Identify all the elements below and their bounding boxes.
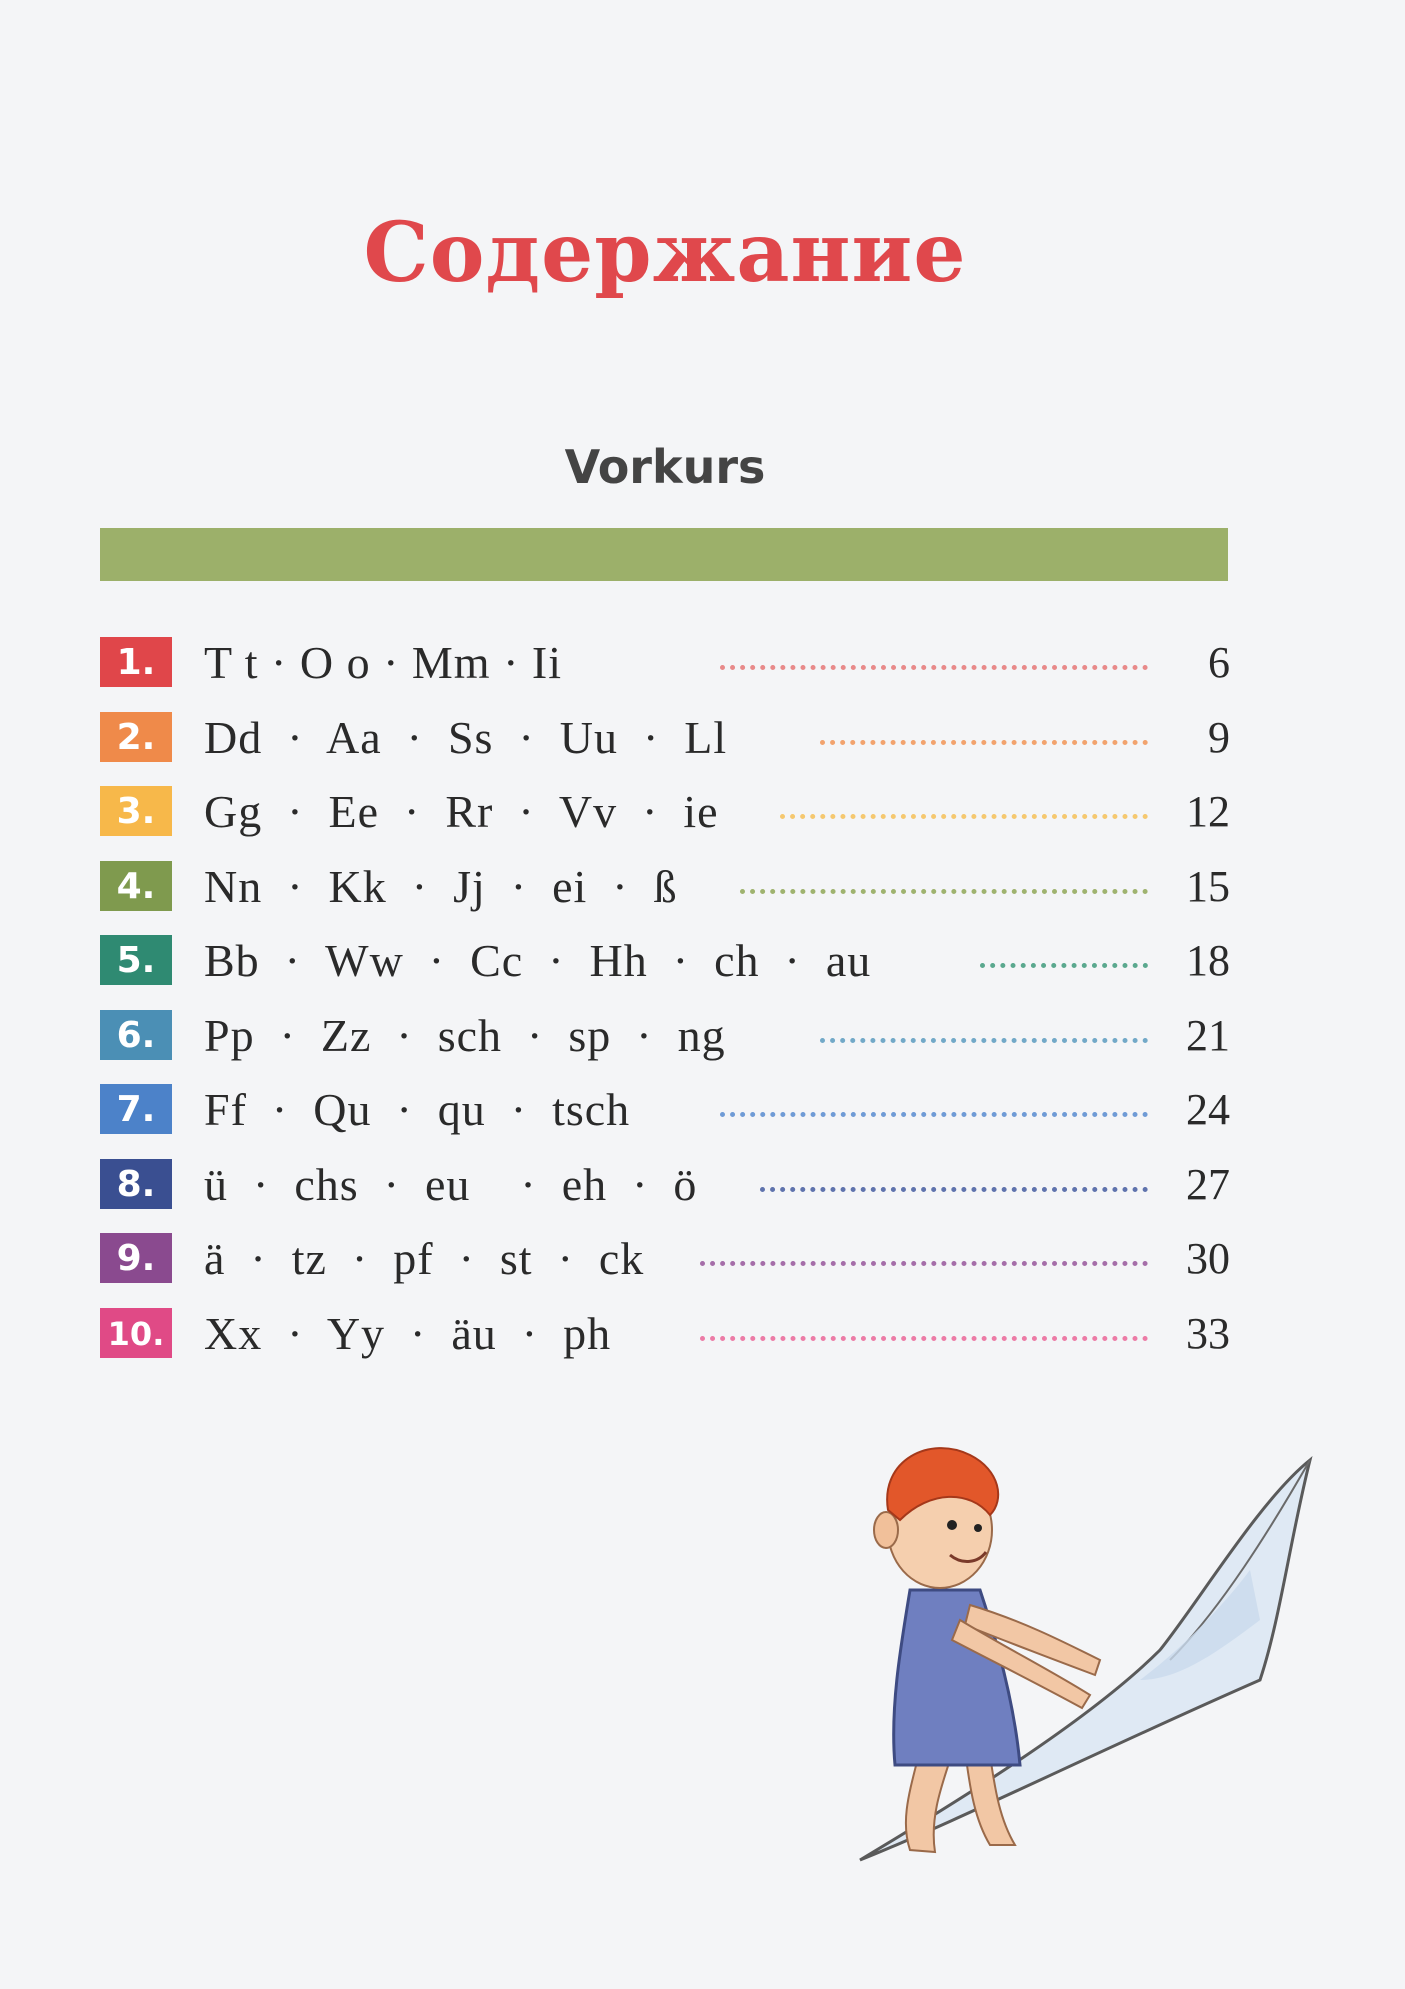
toc-page-number: 30 bbox=[1186, 1234, 1230, 1283]
toc-number: 3. bbox=[100, 786, 172, 836]
toc-text: Nn · Kk · Jj · ei · ß bbox=[204, 861, 678, 912]
toc-leader-dots bbox=[720, 1112, 1148, 1117]
toc-number: 9. bbox=[100, 1233, 172, 1283]
toc-text: Pp · Zz · sch · sp · ng bbox=[204, 1010, 726, 1061]
toc-page-number: 9 bbox=[1208, 713, 1230, 762]
toc-row[interactable] bbox=[100, 1008, 1230, 1068]
toc-row[interactable] bbox=[100, 1306, 1230, 1366]
toc-number: 1. bbox=[100, 637, 172, 687]
toc-number: 2. bbox=[100, 712, 172, 762]
toc-page-number: 33 bbox=[1186, 1309, 1230, 1358]
toc-page-number: 27 bbox=[1186, 1160, 1230, 1209]
toc-number: 5. bbox=[100, 935, 172, 985]
toc-row[interactable] bbox=[100, 933, 1230, 993]
toc-page-number: 12 bbox=[1186, 787, 1230, 836]
toc-text: Xx · Yy · äu · ph bbox=[204, 1308, 612, 1359]
toc-row[interactable] bbox=[100, 784, 1230, 844]
toc-row[interactable] bbox=[100, 1231, 1230, 1291]
toc-page-number: 6 bbox=[1208, 638, 1230, 687]
boy-turning-page-illustration bbox=[840, 1420, 1320, 1890]
toc-page-number: 18 bbox=[1186, 936, 1230, 985]
section-title: Vorkurs bbox=[564, 440, 766, 494]
toc-page-number: 24 bbox=[1186, 1085, 1230, 1134]
toc-page-number: 21 bbox=[1186, 1011, 1230, 1060]
toc-text: Bb · Ww · Cc · Hh · ch · au bbox=[204, 935, 872, 986]
toc-leader-dots bbox=[980, 963, 1148, 968]
toc-number: 7. bbox=[100, 1084, 172, 1134]
toc-leader-dots bbox=[740, 889, 1148, 894]
toc-number: 10. bbox=[100, 1308, 172, 1358]
toc-row[interactable] bbox=[100, 710, 1230, 770]
toc-leader-dots bbox=[720, 665, 1148, 670]
toc-text: Gg · Ee · Rr · Vv · ie bbox=[204, 786, 719, 837]
toc-row[interactable] bbox=[100, 859, 1230, 919]
toc-page-number: 15 bbox=[1186, 862, 1230, 911]
toc-leader-dots bbox=[700, 1261, 1148, 1266]
toc-number: 4. bbox=[100, 861, 172, 911]
toc-leader-dots bbox=[780, 814, 1148, 819]
toc-row[interactable] bbox=[100, 635, 1230, 695]
toc-text: Ff · Qu · qu · tsch bbox=[204, 1084, 631, 1135]
toc-number: 6. bbox=[100, 1010, 172, 1060]
toc-leader-dots bbox=[760, 1187, 1148, 1192]
toc-text: T t · O o · Mm · Ii bbox=[204, 637, 563, 688]
toc-row[interactable] bbox=[100, 1157, 1230, 1217]
toc-number: 8. bbox=[100, 1159, 172, 1209]
toc-leader-dots bbox=[820, 740, 1148, 745]
section-bar bbox=[100, 528, 1228, 581]
toc-text: ü · chs · eu · eh · ö bbox=[204, 1159, 698, 1210]
toc-text: ä · tz · pf · st · ck bbox=[204, 1233, 645, 1284]
toc-text: Dd · Aa · Ss · Uu · Ll bbox=[204, 712, 728, 763]
toc-row[interactable] bbox=[100, 1082, 1230, 1142]
toc-leader-dots bbox=[820, 1038, 1148, 1043]
toc-leader-dots bbox=[700, 1336, 1148, 1341]
page-title: Содержание bbox=[363, 205, 967, 301]
